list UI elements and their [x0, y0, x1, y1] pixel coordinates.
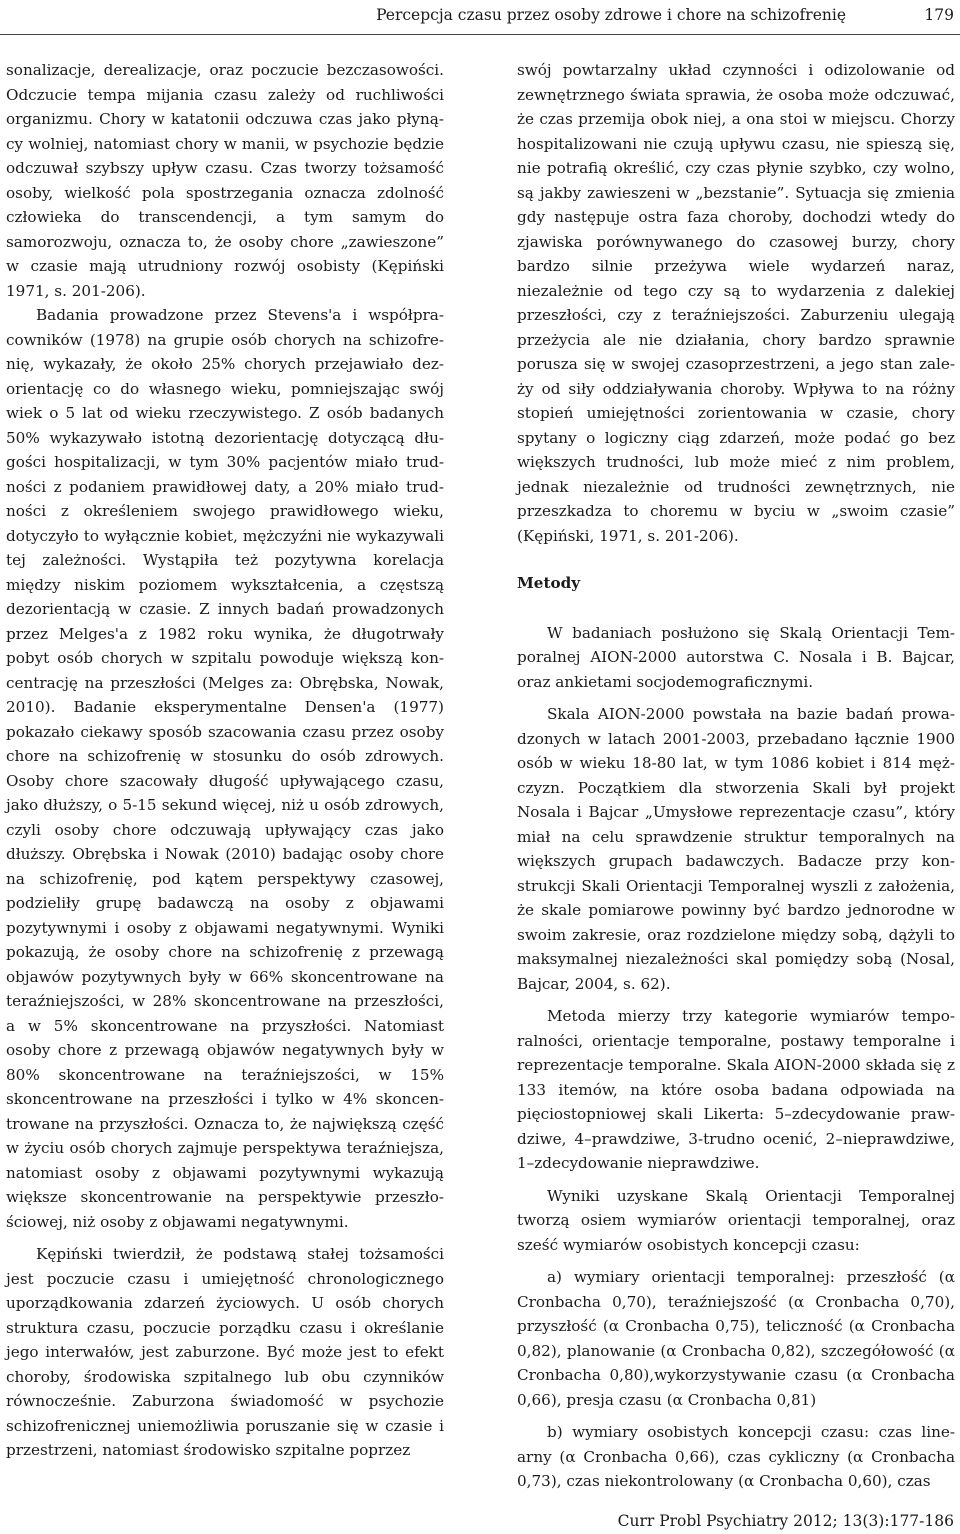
page-number: 179	[924, 6, 954, 24]
section-heading: Metody	[517, 574, 581, 592]
paragraph: Kępiński twierdził, że podstawą stałej tożsamości jest poczucie czasu i umiejętność chronologicznego uporządkowania zdarzeń życiowych. U osób chorych struktura czasu, poczucie porządku czasu i określanie jego interwałów, jest zaburzone. Być może jest to efekt choroby, środowiska szpitalnego lub obu czynników równocześnie. Zaburzona świadomość w psychozie schizofrenicznej uniemożliwia poruszanie się w czasie i przestrzeni, natomiast środowisko szpitalne poprzez	[6, 1245, 444, 1459]
paragraph: Badania prowadzone przez Stevens'a i współpracowników (1978) na grupie osób chorych na schizofrenię, wykazały, że około 25% chorych przejawiało dezorientację co do własnego wieku, pomniejszając swój wiek o 5 lat od wieku rzeczywistego. Z osób badanych 50% wykazywało istotną dezorientację dotyczącą długości hospitalizacji, w tym 30% pacjentów miało trudności z podaniem prawidłowej daty, a 20% miało trudności z określeniem swojego prawidłowego wieku, dotyczyło to wyłącznie kobiet, mężczyźni nie wykazywali tej zależności. Wystąpiła też pozytywna korelacja między niskim poziomem wykształcenia, a częstszą dezorientacją w czasie. Z innych badań prowadzonych przez Melges'a z 1982 roku wynika, że długotrwały pobyt osób chorych w szpitalu powoduje większą koncentrację na przeszłości (Melges za: Obrębska, Nowak, 2010). Badanie eksperymentalne Densen'a (1977) pokazało ciekawy sposób szacowania czasu przez osoby chore na schizofrenię w stosunku do osób zdrowych. Osoby chore szacowały długość upływającego czasu, jako dłuższy, o 5-15 sekund więcej, niż u osób zdrowych, czyli osoby chore odczuwają upływający czas jako dłuższy. Obrębska i Nowak (2010) badając osoby chore na schizofrenię, pod kątem perspektywy czasowej, podzieliły grupę badawczą na osoby z objawami pozytywnymi i osoby z objawami negatywnymi. Wyniki pokazują, że osoby chore na schizofrenię z przewagą objawów pozytywnych były w 66% skoncentrowane na teraźniejszości, w 28% skoncentrowane na przeszłości, a w 5% skoncentrowane na przyszłości. Natomiast osoby chore z przewagą objawów negatywnych były w 80% skoncentrowane na teraźniejszości, w 15% skoncentrowane na przeszłości i tylko w 4% skoncentrowane na przyszłości. Oznacza to, że największą część w życiu osób chorych zajmuje perspektywa teraźniejsza, natomiast osoby z objawami pozytywnymi wykazują większe skoncentrowanie na perspektywie przeszłościowej, niż osoby z objawami negatywnymi.	[6, 306, 444, 1231]
list-item: b) wymiary osobistych koncepcji czasu: czas linearny (α Cronbacha 0,66), czas cykliczny (α Cronbacha 0,73), czas niekontrolowany (α Cronbacha 0,60), czas	[517, 1423, 955, 1490]
paragraph: Wyniki uzyskane Skalą Orientacji Temporalnej tworzą osiem wymiarów orientacji temporalnej, oraz sześć wymiarów osobistych koncepcji czasu:	[517, 1186, 955, 1254]
header-title: Percepcja czasu przez osoby zdrowe i chore na schizofrenię	[376, 6, 846, 24]
paragraph: W badaniach posłużono się Skalą Orientacji Temporalnej AION-2000 autorstwa C. Nosala i B. Bajcar, oraz ankietami socjodemograficznymi.	[517, 623, 955, 691]
left-column	[6, 58, 444, 1463]
running-header	[0, 0, 960, 35]
journal-citation: Curr Probl Psychiatry 2012; 13(3):177-186	[617, 1512, 954, 1530]
paragraph: Skala AION-2000 powstała na bazie badań prowadzonych w latach 2001-2003, przebadano łącznie 1900 osób w wieku 18-80 lat, w tym 1086 kobiet i 814 mężczyzn. Początkiem dla stworzenia Skali był projekt Nosala i Bajcar „Umysłowe reprezentacje czasu”, który miał na celu sprawdzenie struktur temporalnych na większych grupach badawczych. Badacze przy konstrukcji Skali Orientacji Temporalnej wyszli z założenia, że skale pomiarowe powinny być bardzo jednorodne w swoim zakresie, oraz rozdzielone między sobą, dążyli to maksymalnej niezależności skal pomiędzy sobą (Nosal, Bajcar, 2004, s. 62).	[517, 705, 955, 993]
paragraph: swój powtarzalny układ czynności i odizolowanie od zewnętrznego świata sprawia, że osoba może odczuwać, że czas przemija obok niej, a ona stoi w miejscu. Chorzy hospitalizowani nie czują upływu czasu, nie spieszą się, nie potrafią określić, czy czas płynie szybko, czy wolno, są jakby zawieszeni w „bezstanie”. Sytuacja się zmienia gdy następuje ostra faza choroby, dochodzi wtedy do zjawiska porównywanego do czasowej burzy, chory bardzo silnie przeżywa wiele wydarzeń naraz, niezależnie od tego czy są to wydarzenia z dalekiej przeszłości, czy z teraźniejszości. Zaburzeniu ulegają przeżycia ale nie działania, chory bardzo sprawnie porusza się w swojej czasoprzestrzeni, a jego stan zależy od siły oddziaływania choroby. Wpływa to na różny stopień umiejętności zorientowania w czasie, chory spytany o logiczny ciąg zdarzeń, może podać go bez większych trudności, lub może mieć z nim problem, jednak niezależnie od trudności zewnętrznych, nie przeszkadza to choremu w byciu w „swoim czasie” (Kępiński, 1971, s. 201-206).	[517, 61, 955, 545]
paragraph: sonalizacje, derealizacje, oraz poczucie bezczasowości. Odczucie tempa mijania czasu zależy od ruchliwości organizmu. Chory w katatonii odczuwa czas jako płynący wolniej, natomiast chory w manii, w psychozie będzie odczuwał szybszy upływ czasu. Czas tworzy tożsamość osoby, wielkość pola spostrzegania oznacza zdolność człowieka do transcendencji, a tym samym do samorozwoju, oznacza to, że osoby chore „zawieszone” w czasie mają utrudniony rozwój osobisty (Kępiński 1971, s. 201-206).	[6, 61, 444, 300]
right-column	[517, 58, 955, 1494]
paragraph: Metoda mierzy trzy kategorie wymiarów temporalności, orientacje temporalne, postawy temporalne i reprezentacje temporalne. Skala AION-2000 składa się z 133 itemów, na które osoba badana odpowiada na pięciostopniowej skali Likerta: 5–zdecydowanie prawdziwe, 4–prawdziwe, 3-trudno ocenić, 2–nieprawdziwe, 1–zdecydowanie nieprawdziwe.	[517, 1007, 955, 1172]
list-item: a) wymiary orientacji temporalnej: przeszłość (α Cronbacha 0,70), teraźniejszość (α Cronbacha 0,70), przyszłość (α Cronbacha 0,75), teliczność (α Cronbacha 0,82), planowanie (α Cronbacha 0,82), szczegółowość (α Cronbacha 0,80),wykorzystywanie czasu (α Cronbacha 0,66), presja czasu (α Cronbacha 0,81)	[517, 1268, 955, 1409]
